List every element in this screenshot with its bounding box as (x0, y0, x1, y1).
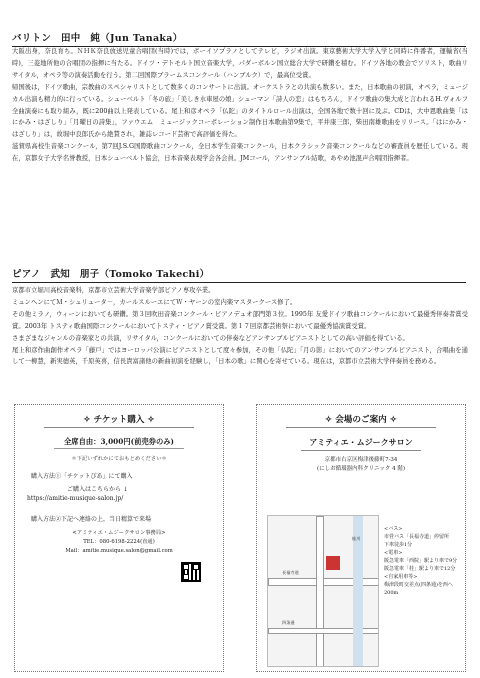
baritone-bio (12, 46, 468, 165)
access-line: <電車> (384, 550, 403, 556)
venue-map[interactable] (267, 515, 379, 667)
divider (54, 448, 184, 449)
map-road (316, 516, 324, 667)
venue-address: 京都市右京区梅津後藤町7-34 (324, 457, 398, 463)
ticket-title: ✧ チケット購入 ✧ (83, 415, 155, 425)
map-label-river: 桂川 (352, 536, 361, 541)
divider (301, 450, 421, 451)
baritone-paragraph: 帰国後は，ドイツ歌曲，宗教曲のスペシャリストとして数多くのコンサートに出演。オーケストラとの共演も数多い。また，日本歌曲の初演，オペラ，ミュージカル出演も精力的に行っている。シューベルト「冬の旅」「美しき水車屋の娘」シューマン「詩人の恋」はもちろん，ドイツ歌曲の集大成と言われるH.ヴォルフ全曲演奏にも取り組み，既に200曲以上発表している。尾上和彦オペラ「仏陀」のタイトルロール出演は，全国各地で数十回に及ぶ。CDは，大中恩歌曲集「はにかみ・はざしり」「月曜日の詩集」，ファウエム ミュージックコーポレーション制作日本歌曲第9集で，平井康三郎，柴田南雄歌曲をリリース。「はにかみ・はざしり」は，故堀中良郎氏から絶賛され，雑誌レコード芸術で高評価を得た。 (12, 83, 468, 139)
venue-access (384, 525, 464, 597)
piano-bio (12, 285, 468, 368)
piano-paragraph: さまざまなジャンルの音楽家との共演，リサイタル，コンクールにおいての伴奏などアンサンブルピアニストとしての高い評価を得ている。 (12, 334, 409, 342)
ticket-method-2: 購入方法②下記へ連絡の上，当日精算で来場 (31, 516, 152, 523)
venue-panel (256, 404, 466, 672)
baritone-heading: バリトン 田中 純（Jun Tanaka） (12, 30, 466, 47)
divider (44, 427, 194, 428)
office-mail[interactable]: Mail：amitie.musique.salon@gmail.com (65, 548, 173, 554)
piano-paragraph: 京都市立堀川高校音楽科，京都市立芸術大学音楽学部ピアノ専攻卒業。 (12, 287, 215, 294)
access-line: <自家用車等> (384, 574, 418, 580)
ticket-note: ＊下記いずれかにておもとめください＊ (71, 456, 167, 462)
office-tel[interactable]: TEL：080-6198-2224(直通) (83, 539, 155, 545)
office-name: <アミティエ・ムジークサロン事務局> (72, 530, 166, 536)
ticket-price: 全席自由：3,000円(前売券のみ) (63, 437, 175, 446)
ticket-url-link[interactable]: https://amitie-musique-salon.jp/ (27, 495, 124, 502)
access-line: 梅津段町交差点(四条通)を西へ200m (384, 582, 453, 596)
ticket-link-text[interactable]: ご購入はこちらから ↓ (67, 486, 128, 493)
venue-marker-icon (326, 556, 340, 570)
venue-address-note: (にしお循環器内科クリニック 4 階) (317, 466, 405, 472)
qr-code-icon[interactable] (181, 562, 201, 582)
access-line: 市営バス「長福寺道」停留所 (384, 534, 450, 540)
piano-heading: ピアノ 武知 朋子（Tomoko Takechi） (12, 266, 466, 283)
baritone-paragraph: 滋賀県高校生音楽コンクール，第7回J.S.G国際歌曲コンクール，全日本学生音楽コンクール，日本クラシック音楽コンクールなどの審査員を歴任している。現在，京都女子大学名誉教授，日本シューベルト協会，日本音楽表現学会各会員。JMコール，アンサンブル結歌，あやめ池混声合唱団指揮者。 (12, 143, 468, 163)
access-line: 阪急電車「桂」駅より車で12分 (384, 566, 456, 572)
venue-title: ✧ 会場のご案内 ✧ (325, 415, 397, 425)
baritone-paragraph: 大阪出身，奈良育ち。ＮＨＫ奈良放送児童合唱団(当時)では，ボーイソプラノとしてテレビ，ラジオ出演。東京藝術大学大学入学と同時に件番者，運輸省(当時)，三菱地所他の合唱団の指揮に当たる。ドイツ・デトモルト国立音楽大学，パダーボルン国立総合大学で研鑽を積む。ドイツ各地の教会でソリスト，歌曲リサイタル，オペラ等の演奏活動を行う。第二回国際ブラームスコンクール（ハンブルク）で，最高位受賞。 (12, 48, 468, 79)
piano-paragraph: ミュンヘンにてＭ・シュリュータ－，カールスルーエにてＷ・ヤーンの室内楽マスタークース修了。 (12, 298, 297, 306)
ticket-panel (14, 404, 224, 672)
access-line: <バス> (384, 526, 403, 532)
access-line: 下車徒歩1分 (384, 542, 413, 548)
access-line: 阪急電車「西院」駅より車で9分 (384, 558, 458, 564)
venue-name: アミティエ・ムジークサロン (309, 437, 413, 447)
divider (286, 427, 436, 428)
map-label-station: 長福寺道 (282, 570, 299, 575)
map-label-road: 四条通 (282, 620, 295, 625)
ticket-method-1: 購入方法①「チケットぴあ」にて購入 (31, 473, 133, 480)
piano-paragraph: その他ミラノ，ウィーンにおいても研鑽。第３回吹田音楽コンクール・ピアノデュオ部門第３位。1995年 友愛ドイツ歌曲コンクールにおいて最優秀伴奏者賞受賞。2003年 トスティ歌曲国際コンクールにおいてトスティ・ピアノ賞受賞。第１７回京都芸術祭において最優秀協演賞受賞。 (12, 310, 468, 330)
piano-paragraph: 尾上和彦作曲創作オペラ「藤戸」ではヨーロッパ公演にピアニストとして度々参加，その他「仏陀」「月の影」においてのアンサンブルピアニスト，合唱曲を通して一柳慧，新実德英，千原英喜，信長貴富諸他の新曲初演を経験し，「日本の歌」に関心を寄せている。現在は，京都市立芸術大学伴奏員を務める。 (12, 346, 468, 366)
